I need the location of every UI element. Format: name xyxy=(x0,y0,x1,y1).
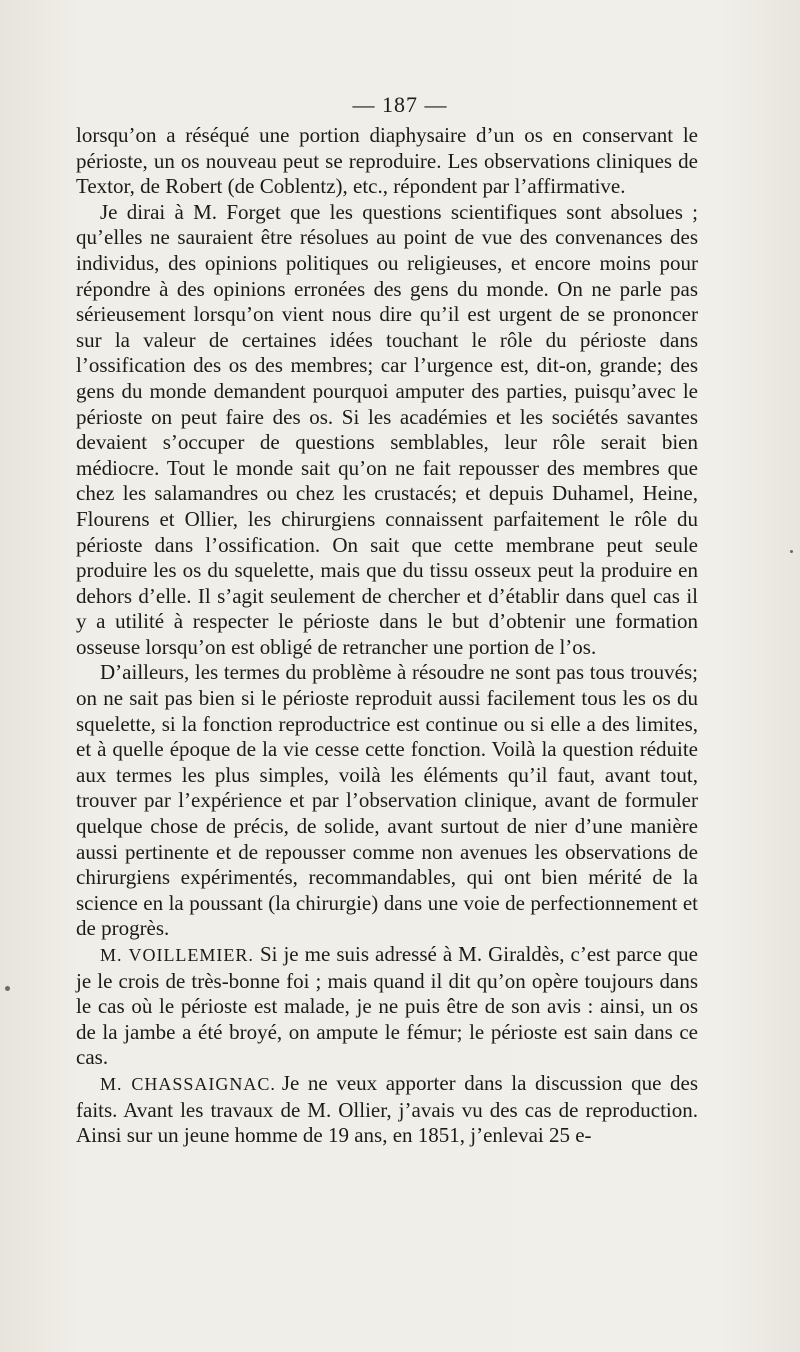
paragraph: D’ailleurs, les termes du problème à résoudre ne sont pas tous trouvés; on ne sait pas bien si le périoste reproduit aussi facilement tous les os du squelette, si la fonction reproductrice est continue ou si elle a des limites, et à quelle époque de la vie cesse cette fonction. Voilà la question réduite aux termes les plus simples, voilà les éléments qu’il faut, avant tout, trouver par l’expérience et par l’observation clinique, avant de formuler quelque chose de précis, de solide, avant surtout de nier d’une manière aussi pertinente et de repousser comme non avenues les observations de chirurgiens expérimentés, recommandables, qui ont bien mérité de la science en la poussant (la chirurgie) dans une voie de perfectionnement et de progrès. xyxy=(76,660,698,941)
ink-spot xyxy=(790,550,793,553)
speaker-name: M. VOILLEMIER. xyxy=(100,945,254,965)
paragraph: Je dirai à M. Forget que les questions scientifiques sont absolues ; qu’elles ne sauraient être résolues au point de vue des convenances des individus, des opinions politiques ou religieuses, et encore moins pour répondre à des opinions erronées des gens du monde. On ne parle pas sérieusement lorsqu’on vient nous dire qu’il est urgent de se prononcer sur la valeur de certaines idées touchant le rôle du périoste dans l’ossification des os des membres; car l’urgence est, dit-on, grande; des gens du monde demandent pourquoi amputer des parties, puisqu’avec le périoste on peut faire des os. Si les académies et les sociétés savantes devaient s’occuper de questions semblables, leur rôle serait bien médiocre. Tout le monde sait qu’on ne fait repousser des membres que chez les salamandres ou chez les crustacés; et depuis Duhamel, Heine, Flourens et Ollier, les chirurgiens connaissent parfaitement le rôle du périoste dans l’ossification. On sait que cette membrane peut seule produire les os du squelette, mais que du tissu osseux peut la produire en dehors d’elle. Il s’agit seulement de chercher et d’établir dans quel cas il y a utilité à respecter le périoste dans le but d’obtenir une formation osseuse lorsqu’on est obligé de retrancher une portion de l’os. xyxy=(76,199,698,659)
speech-paragraph xyxy=(76,942,698,1071)
speech-paragraph xyxy=(76,1071,698,1149)
page-number: — 187 — xyxy=(352,92,448,117)
speech-text: Si je me suis adressé à M. Giraldès, c’est parce que je le crois de très-bonne foi ; mais quand il dit qu’on opère toujours dans le cas où le périoste est malade, je ne puis être de son avis : ainsi, un os de la jambe a été broyé, on ampute le fémur; le périoste est sain dans ce cas. xyxy=(76,942,698,1070)
paragraph: lorsqu’on a réséqué une portion diaphysaire d’un os en conservant le périoste, un os nouveau peut se reproduire. Les observations cliniques de Textor, de Robert (de Coblentz), etc., répondent par l’affirmative. xyxy=(76,123,698,199)
speech-text: Je ne veux apporter dans la discussion que des faits. Avant les travaux de M. Ollier, j’avais vu des cas de reproduction. Ainsi sur un jeune homme de 19 ans, en 1851, j’enlevai 25 e- xyxy=(76,1070,698,1148)
ink-spot xyxy=(5,986,10,991)
body-text xyxy=(76,123,698,1149)
speaker-name: M. CHASSAIGNAC. xyxy=(100,1073,276,1094)
